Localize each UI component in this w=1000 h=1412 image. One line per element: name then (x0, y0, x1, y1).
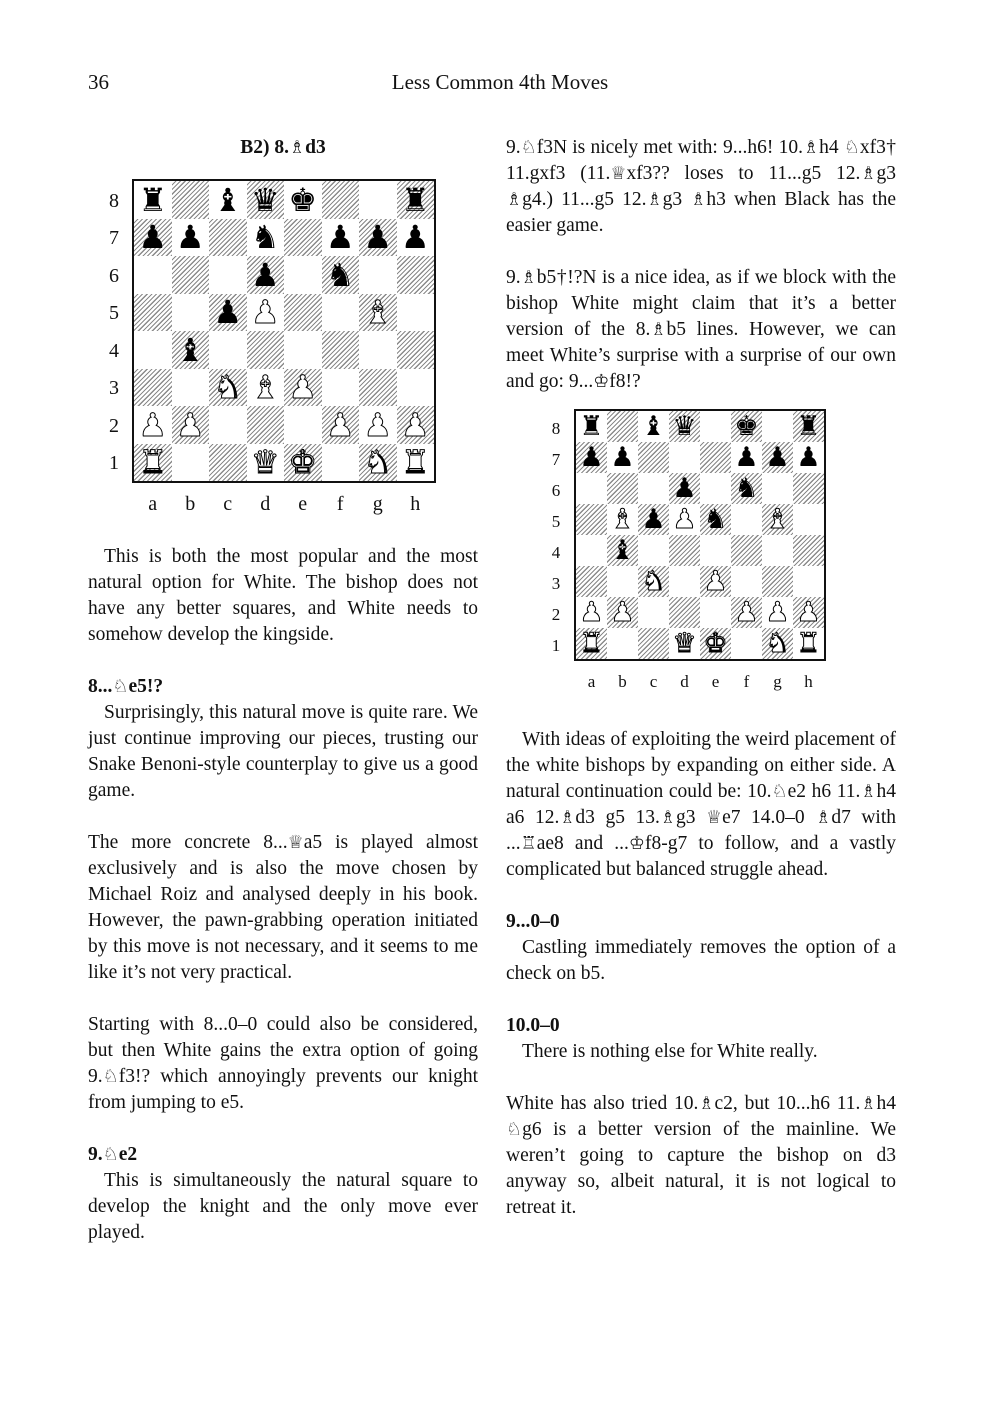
square-d4 (247, 331, 285, 369)
square-c5 (638, 504, 669, 535)
square-d7 (669, 442, 700, 473)
square-b8 (607, 411, 638, 442)
file-label: f (336, 493, 344, 515)
square-g4 (762, 535, 793, 566)
square-f6 (731, 473, 762, 504)
square-h5 (397, 294, 435, 332)
white-knight-icon: ♞ (641, 566, 666, 597)
square-c3 (638, 566, 669, 597)
square-g7 (762, 442, 793, 473)
black-rook-icon: ♜ (138, 180, 168, 219)
chess-piece-icon: ♘ (506, 1119, 523, 1140)
chess-piece-icon: ♘ (771, 781, 788, 802)
square-a2 (576, 597, 607, 628)
square-g2 (359, 406, 397, 444)
square-h8 (397, 181, 435, 219)
square-e7 (284, 219, 322, 257)
rank-label: 6 (109, 264, 119, 287)
black-rook-icon: ♜ (400, 180, 430, 219)
white-bishop-icon: ♝ (250, 368, 280, 407)
square-h5 (793, 504, 824, 535)
black-bishop-icon: ♝ (175, 330, 205, 369)
file-label: e (711, 672, 720, 691)
square-g1 (359, 444, 397, 482)
paragraph: The more concrete 8...♕a5 is played almost exclusively and is also the move chosen by Michael Roiz and analysed deeply in his book. However, the pawn-grabbing operation initiated by this move is not necessary, and it seems to me like it’s not very practical. (88, 832, 478, 983)
square-a7 (576, 442, 607, 473)
chess-board (132, 179, 436, 483)
square-g8 (359, 181, 397, 219)
file-label: b (618, 672, 627, 691)
square-c3 (209, 369, 247, 407)
chess-piece-icon: ♖ (520, 833, 537, 854)
file-label: h (410, 493, 421, 515)
chess-piece-icon: ♕ (706, 807, 723, 828)
white-bishop-icon: ♝ (610, 504, 635, 535)
rank-label: 1 (109, 452, 119, 475)
chess-piece-icon: ♗ (815, 807, 832, 828)
white-pawn-icon: ♟ (796, 597, 821, 628)
square-c1 (209, 444, 247, 482)
file-label: a (587, 672, 596, 691)
square-f8 (322, 181, 360, 219)
chess-piece-icon: ♗ (860, 1093, 877, 1114)
square-h2 (397, 406, 435, 444)
square-h1 (397, 444, 435, 482)
square-b2 (172, 406, 210, 444)
square-c6 (638, 473, 669, 504)
square-d3 (247, 369, 285, 407)
square-f1 (322, 444, 360, 482)
square-f2 (731, 597, 762, 628)
queen-icon: ♕ (287, 832, 304, 853)
square-g1 (762, 628, 793, 659)
black-rook-icon: ♜ (579, 411, 604, 442)
page-number: 36 (88, 70, 109, 94)
paragraph: There is nothing else for White really. (522, 1041, 818, 1062)
black-bishop-icon: ♝ (641, 411, 666, 442)
rank-label: 1 (551, 636, 561, 656)
square-c6 (209, 256, 247, 294)
white-pawn-icon: ♟ (325, 405, 355, 444)
black-knight-icon: ♞ (250, 218, 280, 257)
paragraph: Castling immediately removes the option of a check on b5. (506, 937, 896, 984)
square-g2 (762, 597, 793, 628)
chess-piece-icon: ♗ (520, 267, 537, 288)
black-pawn-icon: ♟ (734, 442, 759, 473)
square-e6 (284, 256, 322, 294)
square-e4 (284, 331, 322, 369)
paragraph: Surprisingly, this natural move is quite rare. We just continue improving our pieces, trusting our Snake Benoni-style counterplay to give us a good game. (88, 702, 478, 801)
file-label: d (260, 493, 271, 515)
square-g5 (762, 504, 793, 535)
square-d3 (669, 566, 700, 597)
square-c2 (209, 406, 247, 444)
white-rook-icon: ♜ (400, 443, 430, 482)
knight-icon: ♘ (112, 676, 129, 697)
black-pawn-icon: ♟ (363, 218, 393, 257)
paragraph: 9.♘f3N is nicely met with: 9...h6! 10.♗h4 ♘xf3† 11.gxf3 (11.♕xf3?? loses to 11...g5 12.♗g3 ♗g4.) 11...g5 12.♗g3 ♗h3 when Black has the easier game. (506, 137, 896, 236)
bishop-icon: ♗ (289, 137, 306, 158)
square-h8 (793, 411, 824, 442)
square-d2 (247, 406, 285, 444)
square-a1 (576, 628, 607, 659)
file-label: e (298, 493, 308, 515)
square-d6 (247, 256, 285, 294)
square-b7 (172, 219, 210, 257)
paragraph: 9.♗b5†!?N is a nice idea, as if we block with the bishop White might claim that it’s a better version of the 8.♗b5 lines. However, we can meet White’s surprise with a surprise of our own and go: 9...♔f8!? (506, 267, 896, 392)
square-a6 (576, 473, 607, 504)
black-knight-icon: ♞ (703, 504, 728, 535)
black-king-icon: ♚ (734, 411, 759, 442)
rank-label: 3 (551, 574, 561, 594)
square-a7 (134, 219, 172, 257)
black-king-icon: ♚ (288, 180, 318, 219)
square-f5 (731, 504, 762, 535)
black-knight-icon: ♞ (734, 473, 759, 504)
square-b8 (172, 181, 210, 219)
chess-piece-icon: ♘ (520, 137, 537, 158)
square-a3 (576, 566, 607, 597)
square-g6 (359, 256, 397, 294)
square-f2 (322, 406, 360, 444)
white-pawn-icon: ♟ (400, 405, 430, 444)
rank-label: 3 (109, 377, 119, 400)
move-heading: 8...♘e5!? (88, 676, 164, 697)
chess-piece-icon: ♗ (803, 137, 820, 158)
paragraph: Starting with 8...0–0 could also be considered, but then White gains the extra option of going 9.♘f3!? which annoyingly prevents our knight from jumping to e5. (88, 1014, 478, 1113)
square-b6 (172, 256, 210, 294)
square-a6 (134, 256, 172, 294)
black-bishop-icon: ♝ (213, 180, 243, 219)
white-pawn-icon: ♟ (765, 597, 790, 628)
white-knight-icon: ♞ (213, 368, 243, 407)
square-b5 (607, 504, 638, 535)
move-heading: 9.♘e2 (88, 1144, 138, 1165)
square-d8 (247, 181, 285, 219)
square-f8 (731, 411, 762, 442)
square-e6 (700, 473, 731, 504)
square-b1 (172, 444, 210, 482)
square-h6 (397, 256, 435, 294)
knight-icon: ♘ (102, 1066, 119, 1087)
chess-piece-icon: ♔ (593, 371, 610, 392)
square-c7 (209, 219, 247, 257)
square-d5 (247, 294, 285, 332)
white-pawn-icon: ♟ (672, 504, 697, 535)
square-e7 (700, 442, 731, 473)
square-h3 (793, 566, 824, 597)
rank-label: 2 (109, 414, 119, 437)
black-pawn-icon: ♟ (672, 473, 697, 504)
white-knight-icon: ♞ (765, 628, 790, 659)
page-header (0, 70, 1000, 100)
square-e2 (284, 406, 322, 444)
square-h3 (397, 369, 435, 407)
square-c5 (209, 294, 247, 332)
square-b3 (607, 566, 638, 597)
square-e5 (700, 504, 731, 535)
white-pawn-icon: ♟ (138, 405, 168, 444)
rank-label: 2 (551, 605, 561, 625)
square-g5 (359, 294, 397, 332)
black-pawn-icon: ♟ (138, 218, 168, 257)
file-label: f (743, 672, 750, 691)
file-label: c (223, 493, 233, 515)
file-label: c (649, 672, 658, 691)
chess-piece-icon: ♔ (628, 833, 645, 854)
white-knight-icon: ♞ (363, 443, 393, 482)
square-c8 (209, 181, 247, 219)
square-c7 (638, 442, 669, 473)
right-column (506, 135, 896, 1221)
black-pawn-icon: ♟ (250, 255, 280, 294)
white-pawn-icon: ♟ (175, 405, 205, 444)
square-c1 (638, 628, 669, 659)
chess-piece-icon: ♗ (650, 319, 667, 340)
square-a2 (134, 406, 172, 444)
square-a1 (134, 444, 172, 482)
move-heading: 9...0–0 (506, 911, 560, 932)
square-g8 (762, 411, 793, 442)
square-g6 (762, 473, 793, 504)
move-heading: 10.0–0 (506, 1015, 560, 1036)
left-column (88, 135, 478, 1246)
white-queen-icon: ♛ (250, 443, 280, 482)
white-pawn-icon: ♟ (250, 293, 280, 332)
black-pawn-icon: ♟ (579, 442, 604, 473)
chess-piece-icon: ♗ (646, 189, 663, 210)
square-c2 (638, 597, 669, 628)
white-pawn-icon: ♟ (734, 597, 759, 628)
white-bishop-icon: ♝ (363, 293, 393, 332)
white-rook-icon: ♜ (138, 443, 168, 482)
black-pawn-icon: ♟ (175, 218, 205, 257)
white-pawn-icon: ♟ (363, 405, 393, 444)
rank-label: 6 (551, 481, 561, 501)
square-e2 (700, 597, 731, 628)
square-h7 (397, 219, 435, 257)
square-b3 (172, 369, 210, 407)
white-pawn-icon: ♟ (579, 597, 604, 628)
rank-label: 7 (109, 227, 119, 250)
square-c4 (209, 331, 247, 369)
rank-label: 4 (551, 543, 561, 563)
chess-piece-icon: ♕ (610, 163, 627, 184)
square-a4 (576, 535, 607, 566)
file-label: g (372, 493, 383, 515)
black-pawn-icon: ♟ (610, 442, 635, 473)
square-f3 (731, 566, 762, 597)
square-e1 (284, 444, 322, 482)
square-a8 (576, 411, 607, 442)
square-g3 (762, 566, 793, 597)
black-pawn-icon: ♟ (325, 218, 355, 257)
square-g4 (359, 331, 397, 369)
square-d7 (247, 219, 285, 257)
black-pawn-icon: ♟ (400, 218, 430, 257)
rank-label: 8 (109, 189, 119, 212)
square-f3 (322, 369, 360, 407)
square-c4 (638, 535, 669, 566)
square-e5 (284, 294, 322, 332)
paragraph: White has also tried 10.♗c2, but 10...h6 11.♗h4 ♘g6 is a better version of the mainline. We weren’t going to capture the bishop on d3 anyway so, albeit natural, it is not logical to retreat it. (506, 1093, 896, 1218)
square-h4 (793, 535, 824, 566)
rank-label: 5 (551, 512, 561, 532)
chess-piece-icon: ♗ (698, 1093, 715, 1114)
square-d5 (669, 504, 700, 535)
square-b4 (172, 331, 210, 369)
square-a5 (134, 294, 172, 332)
file-label: b (185, 493, 196, 515)
black-knight-icon: ♞ (325, 255, 355, 294)
file-label: a (148, 493, 158, 515)
file-label: h (804, 672, 813, 691)
square-h2 (793, 597, 824, 628)
paragraph: This is both the most popular and the most natural option for White. The bishop does not have any better squares, and White needs to somehow develop the kingside. (88, 546, 478, 645)
square-f7 (731, 442, 762, 473)
square-c8 (638, 411, 669, 442)
black-pawn-icon: ♟ (213, 293, 243, 332)
rank-label: 7 (551, 450, 561, 470)
square-a5 (576, 504, 607, 535)
black-queen-icon: ♛ (672, 411, 697, 442)
black-pawn-icon: ♟ (765, 442, 790, 473)
paragraph: With ideas of exploiting the weird placement of the white bishops by expanding on either side. A natural continuation could be: 10.♘e2 h6 11.♗h4 a6 12.♗d3 g5 13.♗g3 ♕e7 14.0–0 ♗d7 with ...♖ae8 and ...♔f8-g7 to follow, and a vastly complicated but balanced struggle ahead. (506, 729, 897, 880)
square-d2 (669, 597, 700, 628)
square-f5 (322, 294, 360, 332)
white-pawn-icon: ♟ (703, 566, 728, 597)
rank-label: 4 (109, 339, 119, 362)
rank-label: 8 (551, 419, 561, 439)
chess-piece-icon: ♗ (690, 189, 707, 210)
square-b4 (607, 535, 638, 566)
square-b2 (607, 597, 638, 628)
running-title: Less Common 4th Moves (391, 70, 609, 94)
white-king-icon: ♚ (288, 443, 318, 482)
square-d6 (669, 473, 700, 504)
chess-diagram-2 (506, 409, 896, 727)
square-d8 (669, 411, 700, 442)
white-rook-icon: ♜ (579, 628, 604, 659)
square-d1 (247, 444, 285, 482)
square-f4 (322, 331, 360, 369)
chess-piece-icon: ♗ (860, 163, 877, 184)
square-b7 (607, 442, 638, 473)
square-h7 (793, 442, 824, 473)
square-g7 (359, 219, 397, 257)
square-f4 (731, 535, 762, 566)
square-h6 (793, 473, 824, 504)
square-a8 (134, 181, 172, 219)
white-pawn-icon: ♟ (610, 597, 635, 628)
white-rook-icon: ♜ (796, 628, 821, 659)
square-f7 (322, 219, 360, 257)
knight-icon: ♘ (102, 1144, 119, 1165)
rank-label: 5 (109, 302, 119, 325)
chess-piece-icon: ♗ (559, 807, 576, 828)
square-e8 (700, 411, 731, 442)
black-queen-icon: ♛ (250, 180, 280, 219)
chess-board (574, 409, 826, 661)
square-f6 (322, 256, 360, 294)
chess-piece-icon: ♘ (843, 137, 860, 158)
white-king-icon: ♚ (703, 628, 728, 659)
square-d4 (669, 535, 700, 566)
chess-piece-icon: ♗ (860, 781, 877, 802)
square-e3 (700, 566, 731, 597)
square-e3 (284, 369, 322, 407)
square-g3 (359, 369, 397, 407)
black-pawn-icon: ♟ (641, 504, 666, 535)
white-pawn-icon: ♟ (288, 368, 318, 407)
square-f1 (731, 628, 762, 659)
white-bishop-icon: ♝ (765, 504, 790, 535)
chess-piece-icon: ♗ (659, 807, 676, 828)
square-a4 (134, 331, 172, 369)
chess-diagram-1 (88, 179, 478, 544)
diagram1-title: B2) 8.♗d3 (240, 137, 326, 158)
black-bishop-icon: ♝ (610, 535, 635, 566)
black-rook-icon: ♜ (796, 411, 821, 442)
square-b5 (172, 294, 210, 332)
square-e8 (284, 181, 322, 219)
square-b1 (607, 628, 638, 659)
chess-piece-icon: ♗ (506, 189, 523, 210)
square-a3 (134, 369, 172, 407)
square-d1 (669, 628, 700, 659)
black-pawn-icon: ♟ (796, 442, 821, 473)
file-label: g (773, 672, 782, 691)
square-e4 (700, 535, 731, 566)
file-label: d (680, 672, 689, 691)
square-h4 (397, 331, 435, 369)
white-queen-icon: ♛ (672, 628, 697, 659)
square-b6 (607, 473, 638, 504)
paragraph: This is simultaneously the natural square to develop the knight and the only move ever played. (88, 1170, 478, 1243)
square-e1 (700, 628, 731, 659)
square-h1 (793, 628, 824, 659)
